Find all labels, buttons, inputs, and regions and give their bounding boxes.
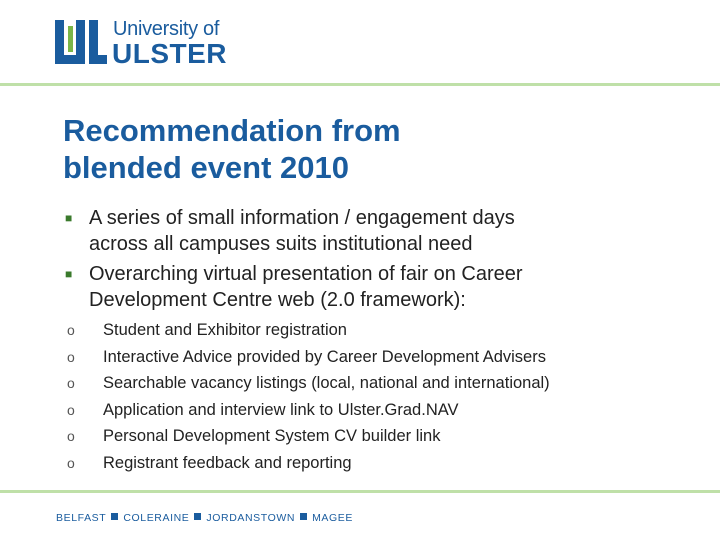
sub-bullet-text: Student and Exhibitor registration [103,321,347,339]
circle-bullet-icon: o [67,375,75,391]
square-separator-icon [111,513,118,520]
sub-bullet-item [63,344,703,371]
sub-bullet-text: Personal Development System CV builder link [103,427,441,445]
logo-text-ulster: ULSTER [112,38,227,69]
square-separator-icon [194,513,201,520]
campus-jordanstown: JORDANSTOWN [206,512,296,524]
bullet-list [63,205,703,476]
university-logo [55,18,225,68]
circle-bullet-icon: o [67,428,75,444]
bullet-item [63,261,703,313]
square-bullet-icon: ■ [65,211,73,225]
logo-text-university-of: University of [113,18,220,40]
top-divider [0,83,720,86]
sub-bullet-text: Application and interview link to Ulster.Grad.NAV [103,400,459,419]
sub-bullet-text: Interactive Advice provided by Career Development Advisers [103,347,546,366]
bullet-line: across all campuses suits institutional need [89,233,473,255]
campus-belfast: BELFAST [56,512,107,524]
campus-magee: MAGEE [312,512,354,524]
slide-title-line-2: blended event 2010 [63,150,350,185]
sub-bullet-text: Searchable vacancy listings (local, national and international) [103,374,550,392]
circle-bullet-icon: o [67,322,75,338]
circle-bullet-icon: o [67,348,75,365]
slide-title [63,112,663,186]
bullet-line: A series of small information / engagement days [89,207,515,229]
square-bullet-icon: ■ [65,267,73,281]
sub-bullet-item [63,450,703,477]
bottom-divider [0,490,720,493]
bullet-line: Overarching virtual presentation of fair on Career [89,263,523,285]
bullet-line: Development Centre web (2.0 framework): [89,289,466,311]
sub-bullet-list [63,317,703,476]
bullet-item [63,205,703,257]
ulster-crest-icon [55,18,107,68]
campus-coleraine: COLERAINE [123,512,190,524]
circle-bullet-icon: o [67,401,75,418]
circle-bullet-icon: o [67,454,75,471]
sub-bullet-text: Registrant feedback and reporting [103,453,352,472]
sub-bullet-item [63,423,703,450]
sub-bullet-item [63,370,703,397]
sub-bullet-item [63,317,703,344]
slide-title-line-1: Recommendation from [63,113,401,148]
sub-bullet-item [63,397,703,424]
square-separator-icon [300,513,307,520]
campus-footer [56,512,353,524]
